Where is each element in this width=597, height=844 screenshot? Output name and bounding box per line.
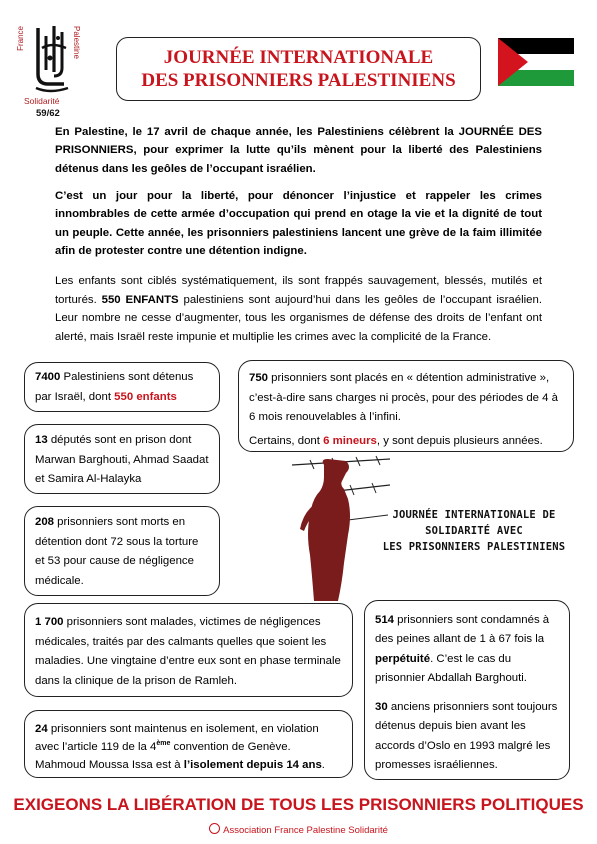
intro-p3-children: 550 ENFANTS (101, 293, 179, 306)
stat-30-text: anciens prisonniers sont toujours détenus depuis bien avant les accords d’Oslo en 1993 malgré les promesses israéliennes. (375, 701, 558, 772)
stat-24-text2: convention de Genève. Mahmoud Moussa Issa est à (35, 741, 291, 771)
stat-13-text: députés sont en prison dont Marwan Barghouti, Ahmad Saadat et Samira Al-Halayka (35, 434, 209, 485)
stencil-line-2: SOLIDARITÉ AVEC (425, 525, 523, 537)
intro-p3-a: Les enfants sont ciblés systématiquement, ils sont frappés sauvagement, blessés, mutilés et torturés. (55, 275, 542, 306)
stat-30-para (375, 698, 559, 775)
intro-paragraph-3 (55, 272, 542, 346)
stat-box-24 (24, 710, 353, 778)
intro-paragraph-2: C’est un jour pour la liberté, pour dénoncer l’injustice et rappeler les crimes innombrables de cette armée d’occupation qui prend en otage la vie et la dignité de tout un peuple. Cette année, les prisonniers palestiniens lancent une grève de la faim illimitée afin de protester contre une détention indigne. (55, 190, 542, 258)
calligraphy-emblem (30, 22, 74, 96)
afps-logo (16, 14, 100, 119)
stat-13-number: 13 (35, 434, 48, 446)
logo-left-text: France (16, 26, 25, 51)
stat-7400-children: 550 enfants (114, 390, 177, 403)
stat-750-text2a: Certains, dont (249, 434, 324, 447)
stat-750-text2b: , y sont depuis plusieurs années. (376, 434, 543, 447)
intro-p3-c: palestiniens sont aujourd’hui dans les geôles de l’occupant israélien. Leur nombre ne cesse d’augmenter, tous les organismes de défense des droits de l’enfant ont alerté, mais Israël reste impunie et multiplie les crimes avec la complicité de la France. (55, 293, 542, 343)
title-line-1: JOURNÉE INTERNATIONALE (163, 47, 434, 68)
stat-7400-text: Palestiniens sont détenus par Israël, dont (35, 371, 194, 403)
stat-24-sup: ème (156, 740, 171, 748)
logo-right-text: Palestine (72, 26, 81, 59)
stat-750-number: 750 (249, 372, 269, 384)
stat-750-para (249, 369, 563, 428)
logo-right-text-wrap (72, 26, 84, 92)
stat-30-number: 30 (375, 701, 388, 714)
title-line-2: DES PRISONNIERS PALESTINIENS (141, 70, 456, 91)
stencil-line-3: LES PRISONNIERS PALESTINIENS (382, 541, 566, 553)
stat-24-end: . (321, 759, 325, 771)
prisoner-silhouette-illustration (280, 455, 390, 605)
stat-box-7400 (24, 362, 220, 412)
association-name: Association France Palestine Solidarité (223, 825, 388, 836)
stat-208-text: prisonniers sont morts en détention dont 72 sous la torture et 53 pour cause de négligence médicale. (35, 516, 199, 587)
stat-514-para (375, 611, 559, 688)
stat-24-isolation: l’isolement depuis 14 ans (183, 759, 322, 771)
stat-24-number: 24 (35, 723, 48, 735)
logo-number: 59/62 (36, 108, 60, 119)
stat-514-text2: . C’est le cas du prisonnier Abdallah Barghouti. (375, 652, 527, 684)
stat-750-para-2 (249, 432, 563, 452)
palestine-flag (498, 38, 574, 86)
stat-24-text: prisonniers sont maintenus en isolement, en violation avec l’article 119 de la 4 (35, 723, 319, 753)
stat-1700-text: prisonniers sont malades, victimes de négligences médicales, traités par des calmants quelles que soient les maladies. Une vingtaine d’entre eux sont en phase terminale dans la clinique de la prison de Ramleh. (35, 616, 341, 687)
footer-association (0, 823, 597, 836)
intro-paragraph-1: En Palestine, le 17 avril de chaque année, les Palestiniens célèbrent la JOURNÉE DES PRISONNIERS, pour exprimer la lutte qu’ils mènent pour la liberté des Palestiniens détenus dans les geôles de l’occupant israélien. (55, 126, 542, 175)
stat-514-text: prisonniers sont condamnés à des peines allant de 1 à 67 fois la (375, 614, 550, 646)
stencil-slogan (378, 507, 570, 555)
stat-514-number: 514 (375, 614, 395, 626)
stat-box-13 (24, 424, 220, 494)
page-title (116, 37, 481, 101)
stat-750-minors: 6 mineurs (323, 434, 377, 447)
stat-box-514 (364, 600, 570, 780)
stat-208-number: 208 (35, 516, 55, 528)
stat-514-life: perpétuité (375, 652, 431, 665)
stat-box-1700 (24, 603, 353, 697)
stat-box-750 (238, 360, 574, 452)
stat-1700-number: 1 700 (35, 616, 64, 628)
association-logo-icon (209, 823, 220, 834)
stencil-line-1: JOURNÉE INTERNATIONALE DE (392, 509, 556, 521)
stat-750-text: prisonniers sont placés en « détention administrative », c’est-à-dire sans charges ni procès, pour des périodes de 4 à 6 mois renouvelables à l’infini. (249, 372, 558, 423)
footer-slogan: EXIGEONS LA LIBÉRATION DE TOUS LES PRISONNIERS POLITIQUES (13, 795, 584, 814)
logo-bottom-text: Solidarité (24, 96, 60, 106)
stat-7400-number: 7400 (35, 371, 61, 383)
logo-left-text-wrap (16, 26, 28, 88)
stat-box-208 (24, 506, 220, 596)
